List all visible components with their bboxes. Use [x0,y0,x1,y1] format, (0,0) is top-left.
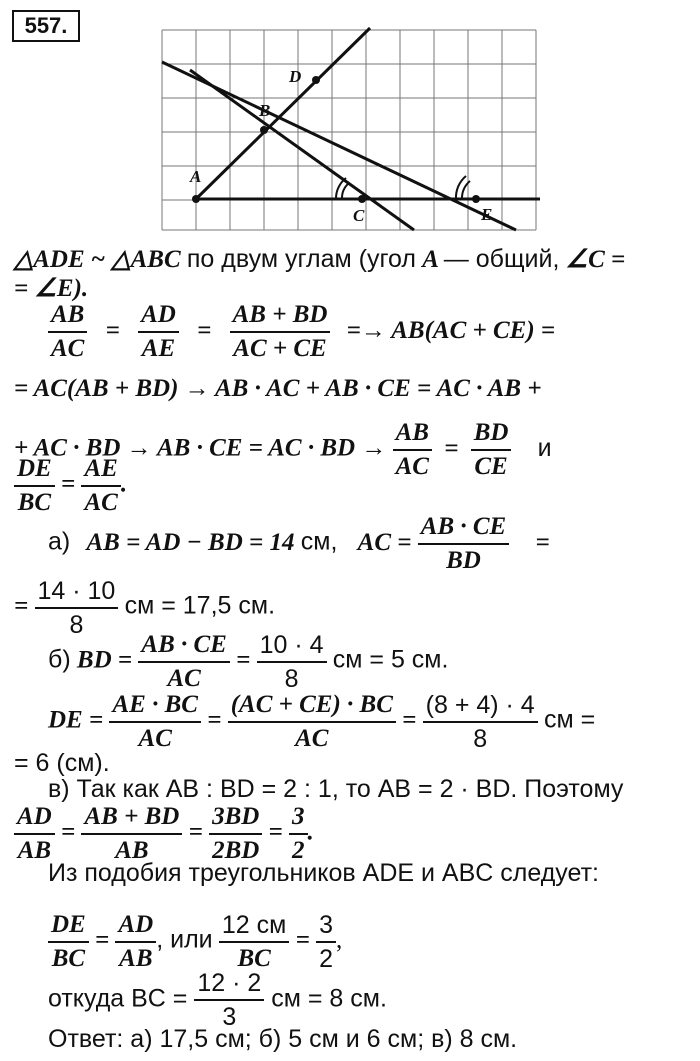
similarity-reason: по двум углам (угол [186,245,416,273]
points [192,76,480,203]
problem-number: 557. [12,10,80,42]
angle-e-mark-inner [462,181,470,199]
common-label: — общий, [443,245,560,273]
angle-a-label: A [422,246,438,273]
point-label-d-visible: D [289,67,302,86]
frac-ab-ac-2: $\frac{AB}{AC}$ [393,418,432,482]
frac-ad-ae: $\frac{AD}{AE}$ [138,300,179,364]
point-label-a: A [190,167,202,186]
part-a-line-2: = $\frac{14 \cdot 10}{8}$ см = 17,5 см. [14,577,276,639]
part-c-line-4: $\frac{DE}{BC}$ = $\frac{AD}{AB}$ , или $\frac{12 см}{BC}$ = $\frac{3}{2}$ , [48,910,342,974]
part-a-line-1: а) AB = AD − BD = 14 см, AC = $\frac{AB \cdot CE}{BD}$ = [48,513,550,574]
frac-ab-ac: $\frac{AB}{AC}$ [48,300,87,364]
angle-c-eq: ∠C = [565,246,626,273]
line-similarity [14,244,625,275]
derivation-line: + AC · BD → AB · CE = AC · BD → $\frac{AB}{AC}$ = $\frac{BD}{CE}$ и [14,419,552,480]
point-label-b: B [259,101,271,120]
proportion-result: =→ AB(AC + CE) = [346,316,556,344]
part-b-line-3: = 6 (см). [14,749,110,777]
proportion-line: $\frac{AB}{AC}$ = $\frac{AD}{AE}$ = $\frac{AB + BD}{AC + CE}$ =→ AB(AC + CE) = [48,300,555,364]
frac-sum: $\frac{AB + BD}{AC + CE}$ [230,300,331,364]
expansion-line: = AC(AB + BD) → AB · AC + AB · CE = AC · AB + [14,375,542,402]
part-a-label: а) [48,527,71,556]
line-angle-e: = ∠E). [14,275,89,302]
line-de [162,62,516,230]
part-b-line-1: б) BD = $\frac{AB \cdot CE}{AC}$ = $\frac{10 \cdot 4}{8}$ см = 5 см. [48,631,449,693]
part-c-line-5: откуда BC = $\frac{12 \cdot 2}{3}$ см = 8 см. [48,969,387,1031]
angle-c-mark-inner [342,183,349,199]
similarity-statement: △ADE ~ △ABC [14,246,181,273]
figure-lines [162,28,540,230]
part-c-line-3: Из подобия треугольников ADE и ABC следует: [48,859,599,887]
geometry-figure [0,0,700,240]
part-c-line-1: в) Так как AB : BD = 2 : 1, то AB = 2 · BD. Поэтому [48,775,624,803]
point-label-c: C [353,206,365,225]
answer-line: Ответ: а) 17,5 см; б) 5 см и 6 см; в) 8 см. [48,1025,518,1053]
frac-bd-ce: $\frac{BD}{CE}$ [471,418,512,482]
point-label-e: E [481,205,493,224]
part-b-line-2: DE = $\frac{AE \cdot BC}{AC}$ = $\frac{(AC + CE) \cdot BC}{AC}$ = $\frac{(8 + 4) \cdot 4}{8}$ см = [48,691,596,753]
ratio-de-bc-line: $\frac{DE}{BC}$ = $\frac{AE}{AC}$ . [14,454,127,518]
part-c-line-2: $\frac{AD}{AB}$ = $\frac{AB + BD}{AB}$ = $\frac{3BD}{2BD}$ = $\frac{3}{2}$ . [14,802,314,866]
line-ad [196,28,370,199]
